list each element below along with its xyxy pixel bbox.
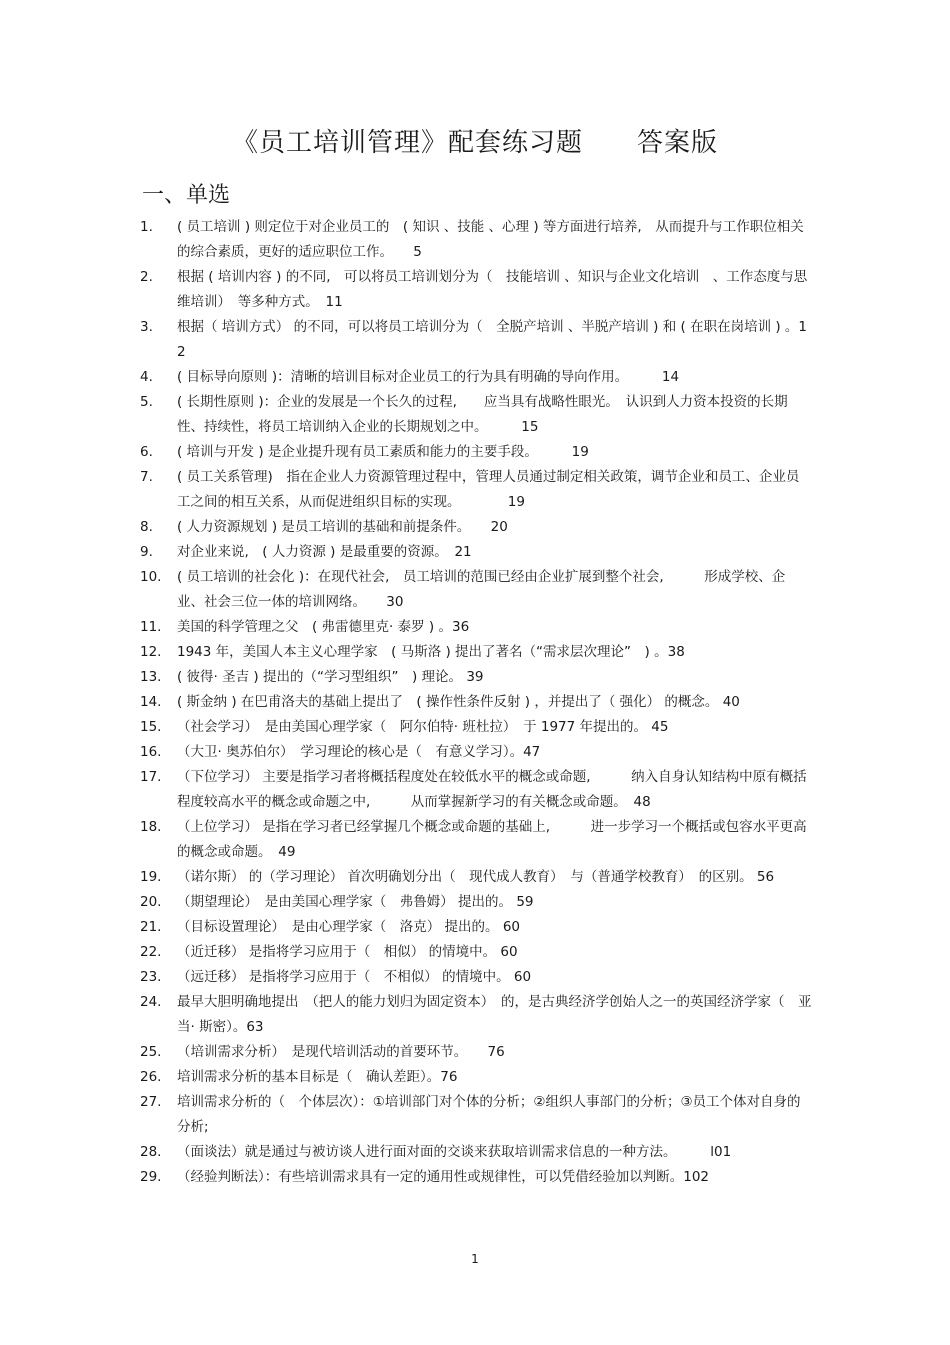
- item-number: 16.: [140, 744, 162, 760]
- list-item: [140, 1065, 812, 1090]
- item-number: 17.: [140, 769, 162, 785]
- item-number: 6.: [140, 444, 153, 460]
- section-heading: 一、单选: [142, 183, 231, 208]
- item-text: ( 斯金纳 ) 在巴甫洛夫的基础上提出了 ( 操作性条件反射 ) ，并提出了（ 强化） 的概念。 40: [177, 694, 740, 710]
- item-text: （诺尔斯） 的（学习理论） 首次明确划分出（ 现代成人教育） 与（普通学校教育） 的区别。 56: [177, 869, 775, 885]
- item-text: （上位学习） 是指在学习者已经掌握几个概念或命题的基础上, 进一步学习一个概括或包容水平更高的概念或命题。 49: [177, 819, 807, 860]
- list-item: [140, 640, 812, 665]
- list-item: [140, 890, 812, 915]
- list-item: [140, 815, 812, 865]
- item-text: ( 员工培训 ) 则定位于对企业员工的 ( 知识 、技能 、心理 ) 等方面进行培养, 从而提升与工作职位相关的综合素质，更好的适应职位工作。 5: [177, 219, 804, 260]
- item-number: 25.: [140, 1044, 162, 1060]
- item-text: 根据（ 培训方式） 的不同，可以将员工培训分为（ 全脱产培训 、半脱产培训 ) 和 ( 在职在岗培训 ) 。12: [177, 319, 808, 360]
- document-title: 《员工培训管理》配套练习题 答案版: [231, 128, 718, 158]
- list-item: [140, 390, 812, 440]
- list-item: [140, 690, 812, 715]
- item-number: 11.: [140, 619, 162, 635]
- item-text: （期望理论） 是由美国心理学家（ 弗鲁姆） 提出的。 59: [177, 894, 534, 910]
- item-text: ( 彼得· 圣吉 ) 提出的（“学习型组织” ) 理论。 39: [177, 669, 484, 685]
- item-text: （培训需求分析） 是现代培训活动的首要环节。 76: [177, 1044, 505, 1060]
- item-text: 培训需求分析的基本目标是（ 确认差距）。76: [177, 1069, 458, 1085]
- item-number: 5.: [140, 394, 153, 410]
- list-item: [140, 465, 812, 515]
- list-item: [140, 665, 812, 690]
- list-item: [140, 915, 812, 940]
- item-number: 27.: [140, 1094, 162, 1110]
- list-item: [140, 1090, 812, 1140]
- item-number: 1.: [140, 219, 153, 235]
- list-item: [140, 990, 812, 1040]
- list-item: [140, 315, 812, 365]
- item-number: 8.: [140, 519, 153, 535]
- list-item: [140, 365, 812, 390]
- item-number: 14.: [140, 694, 162, 710]
- item-number: 10.: [140, 569, 162, 585]
- item-number: 2.: [140, 269, 153, 285]
- item-text: 培训需求分析的（ 个体层次）：①培训部门对个体的分析；②组织人事部门的分析；③员工个体对自身的分析;: [177, 1094, 801, 1135]
- list-item: [140, 515, 812, 540]
- list-item: [140, 715, 812, 740]
- item-text: 根据 ( 培训内容 ) 的不同, 可以将员工培训划分为（ 技能培训 、知识与企业文化培训 、工作态度与思维培训） 等多种方式。 11: [177, 269, 808, 310]
- item-text: 1943 年，美国人本主义心理学家 ( 马斯洛 ) 提出了著名（“需求层次理论” ) 。38: [177, 644, 685, 660]
- item-text: ( 培训与开发 ) 是企业提升现有员工素质和能力的主要手段。 19: [177, 444, 589, 460]
- item-number: 13.: [140, 669, 162, 685]
- item-text: （下位学习） 主要是指学习者将概括程度处在较低水平的概念或命题, 纳入自身认知结构中原有概括程度较高水平的概念或命题之中, 从而掌握新学习的有关概念或命题。 48: [177, 769, 807, 810]
- list-item: [140, 740, 812, 765]
- item-text: 对企业来说, ( 人力资源 ) 是最重要的资源。 21: [177, 544, 472, 560]
- item-number: 9.: [140, 544, 153, 560]
- list-item: [140, 565, 812, 615]
- item-number: 18.: [140, 819, 162, 835]
- item-text: （近迁移） 是指将学习应用于（ 相似） 的情境中。 60: [177, 944, 518, 960]
- item-number: 22.: [140, 944, 162, 960]
- list-item: [140, 965, 812, 990]
- item-text: （面谈法）就是通过与被访谈人进行面对面的交谈来获取培训需求信息的一种方法。 l01: [177, 1144, 732, 1160]
- list-item: [140, 215, 812, 265]
- item-text: 美国的科学管理之父 ( 弗雷德里克· 泰罗 ) 。36: [177, 619, 470, 635]
- item-text: （经验判断法）：有些培训需求具有一定的通用性或规律性，可以凭借经验加以判断。102: [177, 1169, 710, 1185]
- item-text: （目标设置理论） 是由心理学家（ 洛克） 提出的。 60: [177, 919, 521, 935]
- item-number: 24.: [140, 994, 162, 1010]
- item-text: ( 员工关系管理) 指在企业人力资源管理过程中，管理人员通过制定相关政策，调节企业和员工、企业员工之间的相互关系，从而促进组织目标的实现。 19: [177, 469, 800, 510]
- list-item: [140, 1165, 812, 1190]
- item-number: 19.: [140, 869, 162, 885]
- item-number: 20.: [140, 894, 162, 910]
- list-item: [140, 865, 812, 890]
- list-item: [140, 1040, 812, 1065]
- list-item: [140, 265, 812, 315]
- item-number: 29.: [140, 1169, 162, 1185]
- list-item: [140, 1140, 812, 1165]
- list-item: [140, 440, 812, 465]
- item-text: 最早大胆明确地提出 （把人的能力划归为固定资本） 的，是古典经济学创始人之一的英国经济学家（ 亚当· 斯密）。63: [177, 994, 812, 1035]
- question-list: [140, 215, 812, 1190]
- item-number: 4.: [140, 369, 153, 385]
- item-text: ( 人力资源规划 ) 是员工培训的基础和前提条件。 20: [177, 519, 508, 535]
- item-number: 26.: [140, 1069, 162, 1085]
- item-number: 3.: [140, 319, 153, 335]
- item-text: （大卫· 奥苏伯尔） 学习理论的核心是（ 有意义学习）。47: [177, 744, 541, 760]
- item-number: 7.: [140, 469, 153, 485]
- item-number: 12.: [140, 644, 162, 660]
- item-number: 23.: [140, 969, 162, 985]
- item-text: （远迁移） 是指将学习应用于（ 不相似） 的情境中。 60: [177, 969, 532, 985]
- list-item: [140, 765, 812, 815]
- item-text: ( 员工培训的社会化 )：在现代社会, 员工培训的范围已经由企业扩展到整个社会, 形成学校、企业、社会三位一体的培训网络。 30: [177, 569, 786, 610]
- item-number: 21.: [140, 919, 162, 935]
- item-number: 15.: [140, 719, 162, 735]
- list-item: [140, 540, 812, 565]
- page-number: 1: [471, 1252, 479, 1266]
- list-item: [140, 940, 812, 965]
- item-text: ( 目标导向原则 )：清晰的培训目标对企业员工的行为具有明确的导向作用。 14: [177, 369, 680, 385]
- list-item: [140, 615, 812, 640]
- item-text: ( 长期性原则 )：企业的发展是一个长久的过程, 应当具有战略性眼光。 认识到人力资本投资的长期性、持续性，将员工培训纳入企业的长期规划之中。 15: [177, 394, 788, 435]
- item-text: （社会学习） 是由美国心理学家（ 阿尔伯特· 班杜拉） 于 1977 年提出的。 45: [177, 719, 669, 735]
- item-number: 28.: [140, 1144, 162, 1160]
